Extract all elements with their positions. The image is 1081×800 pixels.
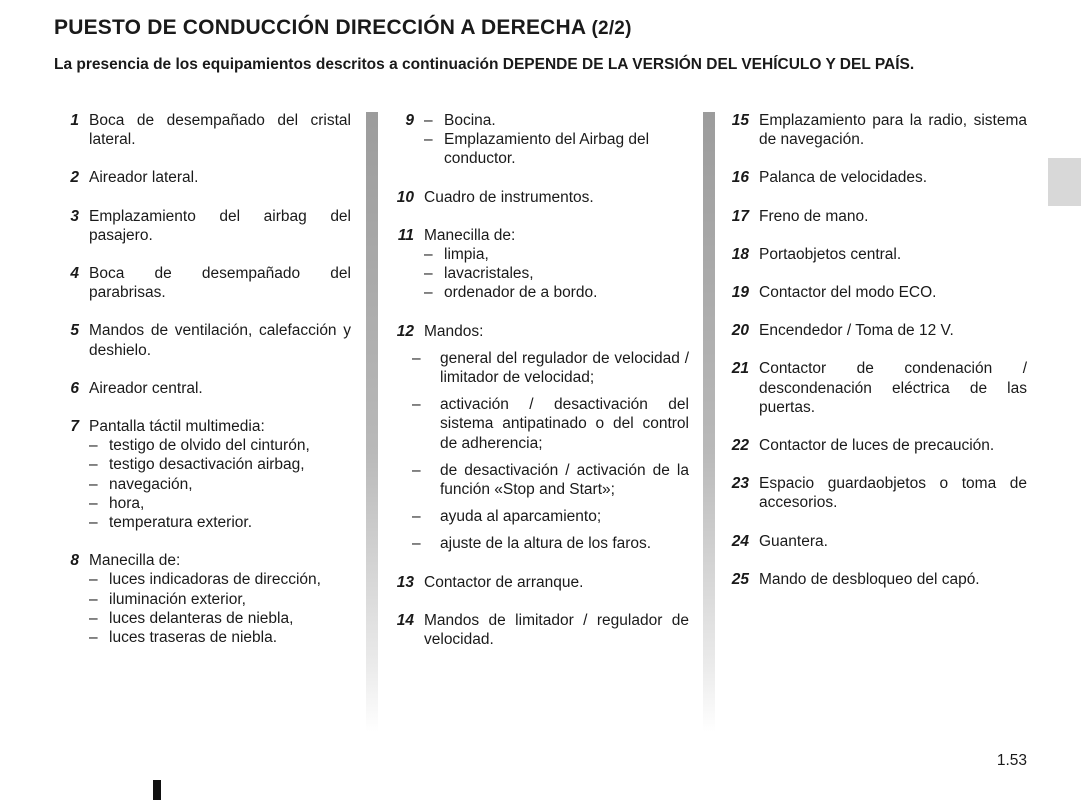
sub-item [89,494,351,513]
sub-item-text: Emplazamiento del Airbag del conductor. [444,131,650,168]
item-text: Aireador central. [89,379,203,397]
sub-item-text: temperatura exterior. [109,514,253,532]
item-text: Manecilla de: [424,226,516,244]
legend-item [395,573,689,592]
sub-item-text: ordenador de a bordo. [444,284,598,302]
legend-column-3 [730,111,1027,608]
item-number: 16 [731,169,749,187]
legend-item [60,264,351,302]
sub-item [89,513,351,532]
legend-item [730,570,1027,589]
item-body [89,321,351,359]
legend-column-2 [395,111,689,668]
legend-item [395,188,689,207]
dash-bullet: – [89,514,98,532]
dash-bullet: – [424,246,433,264]
dash-bullet: – [424,265,433,283]
sub-item-text: ayuda al aparcamiento; [440,508,602,526]
sub-item-text: luces traseras de niebla. [109,629,278,647]
sub-item [89,609,351,628]
item-body [759,532,1027,551]
item-body [424,573,689,592]
dash-bullet: – [412,396,421,414]
item-number: 7 [70,418,79,436]
section-thumb-tab [1048,158,1081,206]
item-number: 18 [731,245,749,263]
item-body [759,283,1027,302]
sub-item [424,283,689,302]
legend-column-1 [60,111,351,666]
item-number: 6 [70,379,79,397]
dash-bullet: – [89,456,98,474]
legend-item [60,168,351,187]
column-separator-bar [703,112,715,732]
legend-item [730,283,1027,302]
page-number: 1.53 [996,752,1027,769]
sub-item-text: hora, [109,494,145,512]
sub-item [424,264,689,283]
item-number: 10 [396,188,414,206]
item-text: Boca de desempañado del parabrisas. [89,265,351,302]
sub-item [412,507,689,526]
item-text: Contactor de condenación / descondenación eléctrica de las puertas. [759,360,1027,416]
sub-item-text: luces delanteras de niebla, [109,609,294,627]
item-text: Contactor de luces de precaución. [759,437,995,455]
sub-item-text: luces indicadoras de dirección, [109,571,321,589]
item-body [89,207,351,245]
sub-item [89,628,351,647]
sub-item [424,111,689,130]
sub-item-text: limpia, [444,246,489,264]
item-text: Pantalla táctil multimedia: [89,418,265,436]
dash-bullet: – [89,437,98,455]
item-text: Mandos de ventilación, calefacción y deshielo. [89,322,351,359]
item-text: Cuadro de instrumentos. [424,188,594,206]
column-separator-bar [366,112,378,732]
title-part: (2/2) [591,18,632,39]
item-body [89,264,351,302]
item-body [759,245,1027,264]
item-number: 22 [731,437,749,455]
legend-item [730,245,1027,264]
item-text: Mandos: [424,322,484,340]
item-number: 5 [70,322,79,340]
item-number: 23 [731,475,749,493]
item-body [759,321,1027,340]
item-body [412,322,689,554]
item-text: Manecilla de: [89,552,181,570]
item-text: Boca de desempañado del cristal lateral. [89,112,351,149]
sub-item [89,570,351,589]
legend-item [730,168,1027,187]
item-text: Contactor de arranque. [424,573,584,591]
dash-bullet: – [89,609,98,627]
item-text: Emplazamiento para la radio, sistema de navegación. [759,112,1027,149]
item-number: 4 [70,265,79,283]
item-number: 12 [396,322,414,340]
item-number: 9 [405,112,414,129]
item-body [759,474,1027,512]
crop-mark [153,780,161,800]
item-number: 3 [70,207,79,225]
legend-item [730,436,1027,455]
sub-item [89,590,351,609]
item-body [759,111,1027,149]
dash-bullet: – [412,349,421,367]
item-number: 13 [396,573,414,591]
item-body [424,188,689,207]
sub-item [89,436,351,455]
item-text: Portaobjetos central. [759,245,902,263]
item-body [89,551,351,647]
sub-item [412,349,689,387]
legend-item [60,417,351,532]
item-number: 19 [731,284,749,302]
item-body [89,168,351,187]
item-body [759,207,1027,226]
sub-item [89,455,351,474]
sub-item-text: testigo de olvido del cinturón, [109,437,310,455]
sub-item [424,245,689,264]
item-number: 25 [731,570,749,588]
legend-item [730,532,1027,551]
legend-item [395,322,689,554]
item-text: Contactor del modo ECO. [759,284,937,302]
legend-item [395,611,689,649]
item-number: 1 [70,112,79,129]
legend-item [60,207,351,245]
item-number: 24 [731,532,749,550]
item-body [89,111,351,149]
legend-item [60,379,351,398]
item-body [424,226,689,303]
item-text: Encendedor / Toma de 12 V. [759,322,954,340]
sub-item [412,534,689,553]
item-body [89,417,351,532]
item-number: 20 [731,322,749,340]
sub-item [424,130,689,168]
item-text: Aireador lateral. [89,169,199,187]
page-subtitle: La presencia de los equipamientos descritos a continuación DEPENDE DE LA VERSIÓN DEL VEHÍCULO Y DEL PAÍS. [54,56,915,73]
legend-item [395,226,689,303]
legend-item [730,474,1027,512]
sub-item-text: de desactivación / activación de la función «Stop and Start»; [440,461,689,499]
dash-bullet: – [89,629,98,647]
item-text: Guantera. [759,532,828,550]
sub-item-text: ajuste de la altura de los faros. [440,535,652,553]
item-body [424,611,689,649]
item-text: Espacio guardaobjetos o toma de accesorios. [759,475,1027,512]
legend-item [730,111,1027,149]
item-text: Freno de mano. [759,207,869,225]
item-number: 17 [731,207,749,225]
sub-item-text: navegación, [109,475,193,493]
item-body [759,359,1027,417]
legend-item [730,359,1027,417]
dash-bullet: – [424,131,433,149]
dash-bullet: – [89,590,98,608]
item-body [89,379,351,398]
item-body [759,570,1027,589]
item-body [424,111,689,169]
sub-item [89,475,351,494]
item-number: 8 [70,552,79,570]
legend-item [395,111,689,169]
dash-bullet: – [412,461,421,479]
dash-bullet: – [424,112,433,129]
item-number: 14 [396,611,414,629]
title-text: PUESTO DE CONDUCCIÓN DIRECCIÓN A DERECHA [54,16,586,39]
sub-item-text: testigo desactivación airbag, [109,456,305,474]
dash-bullet: – [89,494,98,512]
dash-bullet: – [89,571,98,589]
dash-bullet: – [424,284,433,302]
sub-item [412,461,689,499]
item-text: Mandos de limitador / regulador de velocidad. [424,611,689,649]
sub-item-text: lavacristales, [444,265,534,283]
item-text: Mando de desbloqueo del capó. [759,570,980,588]
item-number: 15 [731,112,749,129]
dash-bullet: – [412,508,421,526]
page-title [54,16,632,40]
sub-item [412,395,689,453]
legend-item [60,551,351,647]
sub-item-text: iluminación exterior, [109,590,246,608]
dash-bullet: – [412,535,421,553]
legend-item [730,207,1027,226]
dash-bullet: – [89,475,98,493]
item-body [759,436,1027,455]
item-body [759,168,1027,187]
item-text: Emplazamiento del airbag del pasajero. [89,207,351,244]
item-text: Palanca de velocidades. [759,169,928,187]
item-number: 2 [70,169,79,187]
item-number: 11 [397,226,414,244]
sub-item-text: general del regulador de velocidad / limitador de velocidad; [440,349,689,387]
legend-item [60,321,351,359]
legend-item [730,321,1027,340]
sub-item-text: activación / desactivación del sistema antipatinado o del control de adherencia; [440,396,689,452]
sub-item-text: Bocina. [444,112,496,129]
legend-item [60,111,351,149]
item-number: 21 [731,360,749,378]
